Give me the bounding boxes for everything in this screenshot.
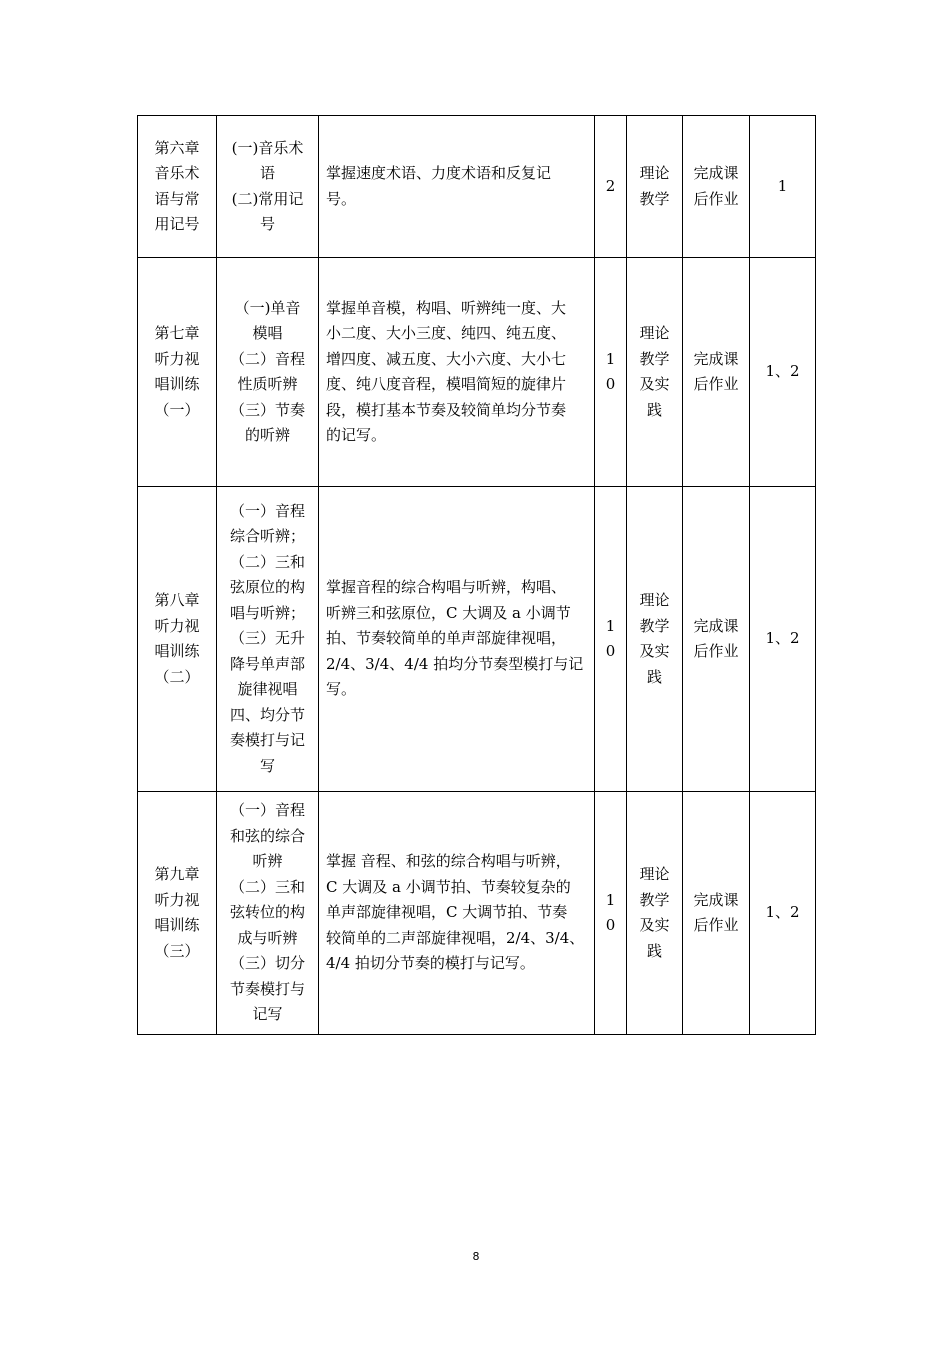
table-row bbox=[138, 487, 816, 792]
topics-cell: （一）音程 和弦的综合 听辨 （二）三和 弦转位的构 成与听辨 （三）切分 节奏模打与 记写 bbox=[217, 792, 319, 1035]
course-objective-cell: 1、2 bbox=[750, 487, 816, 792]
teaching-method-cell: 理论 教学 bbox=[627, 116, 683, 258]
hours-cell: 10 bbox=[595, 258, 627, 487]
hours-cell: 10 bbox=[595, 792, 627, 1035]
chapter-cell: 第八章 听力视 唱训练 （二） bbox=[138, 487, 217, 792]
assignment-cell: 完成课 后作业 bbox=[683, 487, 750, 792]
assignment-cell: 完成课 后作业 bbox=[683, 792, 750, 1035]
learning-goal-cell: 掌握音程的综合构唱与听辨，构唱、 听辨三和弦原位，C 大调及 a 小调节 拍、节奏较简单的单声部旋律视唱， 2/4、3/4、4/4 拍均分节奏型模打与记 写。 bbox=[319, 487, 595, 792]
course-objective-cell: 1、2 bbox=[750, 258, 816, 487]
topics-cell: (一)音乐术 语 (二)常用记 号 bbox=[217, 116, 319, 258]
teaching-method-cell: 理论 教学 及实 践 bbox=[627, 258, 683, 487]
hours-cell: 2 bbox=[595, 116, 627, 258]
topics-cell: （一）音程 综合听辨； （二）三和 弦原位的构 唱与听辨； （三）无升 降号单声部 旋律视唱 四、均分节 奏模打与记 写 bbox=[217, 487, 319, 792]
table-row bbox=[138, 792, 816, 1035]
chapter-cell: 第七章 听力视 唱训练 （一） bbox=[138, 258, 217, 487]
teaching-method-cell: 理论 教学 及实 践 bbox=[627, 792, 683, 1035]
assignment-cell: 完成课 后作业 bbox=[683, 258, 750, 487]
table-row bbox=[138, 258, 816, 487]
course-objective-cell: 1、2 bbox=[750, 792, 816, 1035]
teaching-method-cell: 理论 教学 及实 践 bbox=[627, 487, 683, 792]
chapter-cell: 第九章 听力视 唱训练 （三） bbox=[138, 792, 217, 1035]
table-row bbox=[138, 116, 816, 258]
assignment-cell: 完成课 后作业 bbox=[683, 116, 750, 258]
learning-goal-cell: 掌握速度术语、力度术语和反复记 号。 bbox=[319, 116, 595, 258]
hours-cell: 10 bbox=[595, 487, 627, 792]
page-number: 8 bbox=[472, 1250, 480, 1263]
chapter-cell: 第六章 音乐术 语与常 用记号 bbox=[138, 116, 217, 258]
learning-goal-cell: 掌握 音程、和弦的综合构唱与听辨， C 大调及 a 小调节拍、节奏较复杂的 单声部旋律视唱，C 大调节拍、节奏 较简单的二声部旋律视唱，2/4、3/4、 4/4 拍切分节奏的模打与记写。 bbox=[319, 792, 595, 1035]
syllabus-table bbox=[137, 115, 816, 1035]
course-objective-cell: 1 bbox=[750, 116, 816, 258]
topics-cell: （一)单音 模唱 （二）音程 性质听辨 （三）节奏 的听辨 bbox=[217, 258, 319, 487]
learning-goal-cell: 掌握单音模，构唱、听辨纯一度、大 小二度、大小三度、纯四、纯五度、 增四度、减五度、大小六度、大小七 度、纯八度音程，模唱简短的旋律片 段，模打基本节奏及较简单均分节奏 的记写。 bbox=[319, 258, 595, 487]
